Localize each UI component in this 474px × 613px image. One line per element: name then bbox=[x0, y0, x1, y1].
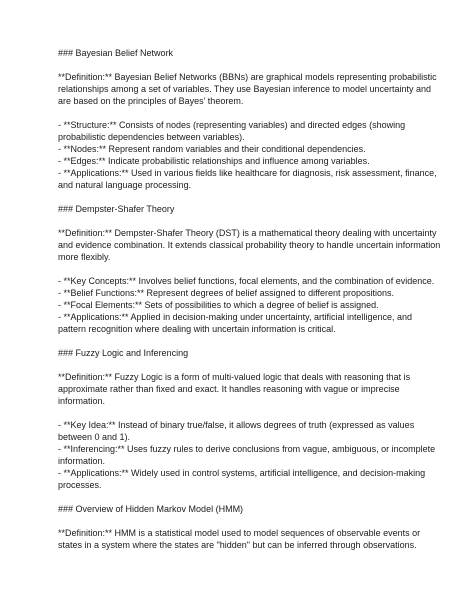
section-heading: ### Dempster-Shafer Theory bbox=[58, 204, 175, 214]
blank-line bbox=[58, 215, 416, 227]
text-line: - **Belief Functions:** Represent degrees of belief assigned to different propositions. bbox=[58, 288, 395, 298]
text-line: probabilistic dependencies between variables). bbox=[58, 132, 245, 142]
text-line: - **Structure:** Consists of nodes (representing variables) and directed edges (showing bbox=[58, 120, 406, 130]
text-line: and natural language processing. bbox=[58, 180, 192, 190]
text-line: - **Key Idea:** Instead of binary true/false, it allows degrees of truth (expressed as values bbox=[58, 420, 415, 430]
text-line: between 0 and 1). bbox=[58, 432, 131, 442]
text-line: - **Edges:** Indicate probabilistic relationships and influence among variables. bbox=[58, 156, 370, 166]
text-line: pattern recognition where dealing with uncertain information is critical. bbox=[58, 324, 336, 334]
text-line: **Definition:** HMM is a statistical model used to model sequences of observable events or bbox=[58, 528, 421, 538]
text-line: - **Focal Elements:** Sets of possibilities to which a degree of belief is assigned. bbox=[58, 300, 379, 310]
section-heading: ### Bayesian Belief Network bbox=[58, 48, 174, 58]
text-line: - **Nodes:** Represent random variables and their conditional dependencies. bbox=[58, 144, 366, 154]
blank-line bbox=[58, 335, 416, 347]
text-line: states in a system where the states are "hidden" but can be inferred through observations. bbox=[58, 540, 417, 550]
text-line: more flexibly. bbox=[58, 252, 111, 262]
text-line: relationships among a set of variables. They use Bayesian inference to model uncertainty and bbox=[58, 84, 432, 94]
text-line: are based on the principles of Bayes' theorem. bbox=[58, 96, 244, 106]
text-line: processes. bbox=[58, 480, 102, 490]
blank-line bbox=[58, 491, 416, 503]
text-line: **Definition:** Fuzzy Logic is a form of multi-valued logic that deals with reasoning that is bbox=[58, 372, 411, 382]
blank-line bbox=[58, 515, 416, 527]
blank-line bbox=[58, 191, 416, 203]
text-line: information. bbox=[58, 456, 106, 466]
blank-line bbox=[58, 107, 416, 119]
text-line: approximate rather than fixed and exact. It handles reasoning with vague or imprecise bbox=[58, 384, 400, 394]
text-line: and evidence combination. It extends classical probability theory to handle uncertain information bbox=[58, 240, 441, 250]
section-heading: ### Fuzzy Logic and Inferencing bbox=[58, 348, 189, 358]
section-heading: ### Overview of Hidden Markov Model (HMM) bbox=[58, 504, 244, 514]
text-line: **Definition:** Dempster-Shafer Theory (DST) is a mathematical theory dealing with uncertainty bbox=[58, 228, 437, 238]
blank-line bbox=[58, 263, 416, 275]
text-line: - **Applications:** Applied in decision-making under uncertainty, artificial intelligence, and bbox=[58, 312, 413, 322]
blank-line bbox=[58, 359, 416, 371]
text-line: - **Inferencing:** Uses fuzzy rules to derive conclusions from vague, ambiguous, or incomplete bbox=[58, 444, 436, 454]
text-line: information. bbox=[58, 396, 106, 406]
blank-line bbox=[58, 59, 416, 71]
blank-line bbox=[58, 407, 416, 419]
text-line: - **Key Concepts:** Involves belief functions, focal elements, and the combination of evidence. bbox=[58, 276, 435, 286]
text-line: - **Applications:** Used in various fields like healthcare for diagnosis, risk assessment, finance, bbox=[58, 168, 437, 178]
text-line: **Definition:** Bayesian Belief Networks (BBNs) are graphical models representing probabilistic bbox=[58, 72, 437, 82]
text-line: - **Applications:** Widely used in control systems, artificial intelligence, and decision-making bbox=[58, 468, 426, 478]
